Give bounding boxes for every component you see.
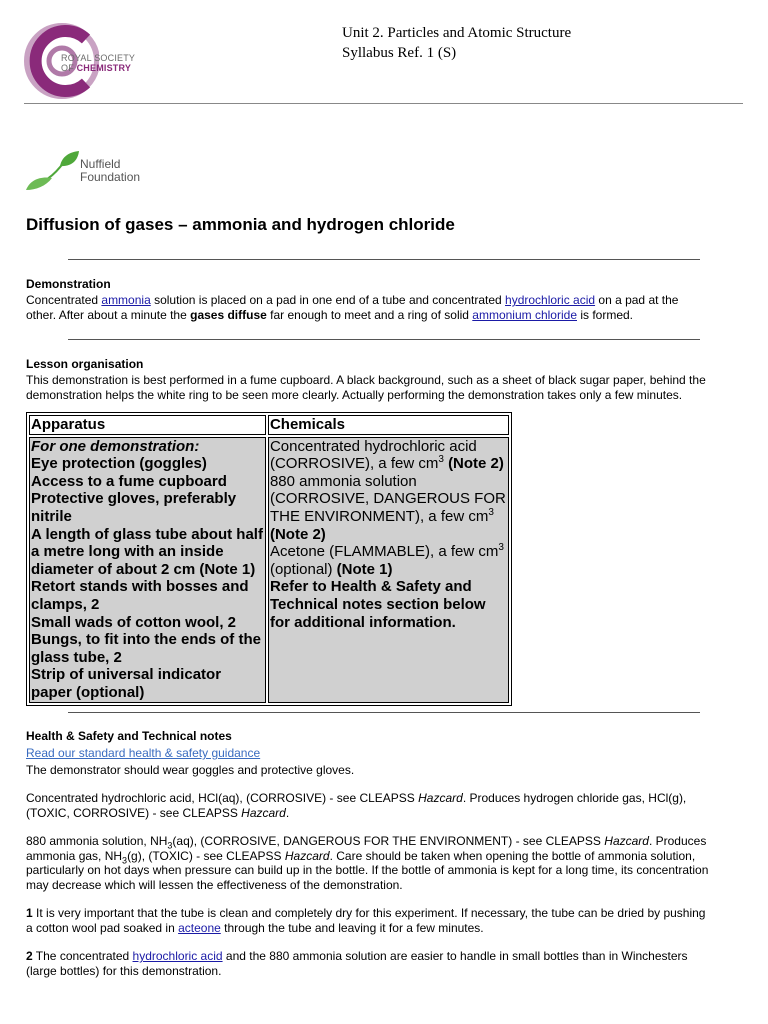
ammonia-link[interactable]: ammonia xyxy=(101,293,151,307)
lesson-text: This demonstration is best performed in a fume cupboard. A black background, such as a sheet of black sugar paper, behind the demonstration helps the white ring to be seen more clearly. Actually performing the demonstration takes only a few minutes. xyxy=(26,373,706,402)
apparatus-item: Protective gloves, preferably nitrile xyxy=(31,490,237,525)
rsc-logo-line3: CHEMISTRY xyxy=(76,63,132,73)
demonstration-text: Concentrated ammonia solution is placed on a pad in one end of a tube and concentrated hydrochloric acid on a pad at the other. After about a minute the gases diffuse far enough to meet and a ring of solid ammonium chloride is formed. xyxy=(26,293,679,322)
apparatus-item: Eye protection (goggles) xyxy=(31,455,207,473)
table-divider xyxy=(68,712,700,713)
chemical-acetone: Acetone (FLAMMABLE), a few $cm^3$ (optional) (Note 1) xyxy=(269,542,504,578)
health-line1: The demonstrator should wear goggles and protective gloves. xyxy=(26,763,355,777)
unit-title: Unit 2. Particles and Atomic Structure xyxy=(342,25,572,41)
hydrochloric-acid-link[interactable]: hydrochloric acid xyxy=(505,293,596,307)
nuffield-logo xyxy=(24,150,149,192)
chemical-refer-note: Refer to Health & Safety and Technical notes section below for additional information. xyxy=(269,578,486,631)
rsc-logo xyxy=(24,22,149,100)
health-heading: Health & Safety and Technical notes xyxy=(26,729,232,743)
header-divider xyxy=(24,103,743,104)
apparatus-item: Retort stands with bosses and clamps, 2 xyxy=(31,578,249,613)
hydrochloric-acid-link-2[interactable]: hydrochloric acid xyxy=(132,949,223,963)
title-divider xyxy=(68,259,700,260)
nuffield-line1: Nuffield xyxy=(80,157,121,171)
nuffield-line2: Foundation xyxy=(80,170,141,184)
apparatus-intro: For one demonstration: xyxy=(31,437,200,455)
technical-note-1: 1 It is very important that the tube is clean and completely dry for this experiment. If necessary, the tube can be dried by pushing a cotton wool pad soaked in acteone through the tube and leaving it for a few minutes. xyxy=(26,906,706,935)
technical-note-2: 2 The concentrated hydrochloric acid and the 880 ammonia solution are easier to handle in small bottles than in Winchesters (large bottles) for this demonstration. xyxy=(26,949,688,978)
ammonia-safety-note: 880 ammonia solution, $NH_3(aq)$, (CORROSIVE, DANGEROUS FOR THE ENVIRONMENT) - see CLEAPSS Hazcard. Produces ammonia gas, $NH_3(g)$, (TOXIC) - see CLEAPSS Hazcard. Care should be taken when opening the bottle of ammonia solution, particularly on hot days when pressure can build up in the bottle. If the bottle of ammonia is kept for a long time, its concentration may decrease which will lessen the effectiveness of the demonstration. xyxy=(26,834,709,892)
chemical-hcl: Concentrated hydrochloric acid (CORROSIVE), a few $cm^3$ (Note 2) xyxy=(269,437,504,473)
apparatus-item: Access to a fume cupboard xyxy=(31,472,227,490)
apparatus-item: Strip of universal indicator paper (optional) xyxy=(31,666,222,701)
leaf-icon xyxy=(24,150,82,192)
syllabus-ref: Syllabus Ref. 1 (S) xyxy=(342,45,457,61)
demonstration-heading: Demonstration xyxy=(26,277,111,291)
demonstration-divider xyxy=(68,339,700,340)
chemicals-cell xyxy=(268,437,509,703)
rsc-logo-line1: ROYAL SOCIETY xyxy=(61,53,136,63)
apparatus-cell xyxy=(29,437,266,703)
acetone-link[interactable]: acteone xyxy=(178,920,221,935)
rsc-logo-line2: OF xyxy=(61,63,74,73)
apparatus-header: Apparatus xyxy=(29,415,266,435)
page-title: Diffusion of gases – ammonia and hydrogen chloride xyxy=(26,215,455,234)
apparatus-item: Bungs, to fit into the ends of the glass tube, 2 xyxy=(31,631,261,666)
chemical-ammonia: 880 ammonia solution (CORROSIVE, DANGEROUS FOR THE ENVIRONMENT), a few $cm^3$ (Note 2) xyxy=(269,472,506,543)
lesson-heading: Lesson organisation xyxy=(26,357,144,371)
apparatus-item: A length of glass tube about half a metre long with an inside diameter of about 2 cm (Note 1) xyxy=(31,525,263,578)
apparatus-chemicals-table xyxy=(26,412,512,706)
ammonium-chloride-link[interactable]: ammonium chloride xyxy=(472,307,577,322)
hcl-safety-note: Concentrated hydrochloric acid, HCl(aq), (CORROSIVE) - see CLEAPSS Hazcard. Produces hydrogen chloride gas, HCl(g), (TOXIC, CORROSIVE) - see CLEAPSS Hazcard. xyxy=(26,791,687,820)
apparatus-item: Small wads of cotton wool, 2 xyxy=(31,613,237,631)
health-safety-guidance-link[interactable]: Read our standard health & safety guidance xyxy=(26,746,261,760)
chemicals-header: Chemicals xyxy=(268,415,509,435)
